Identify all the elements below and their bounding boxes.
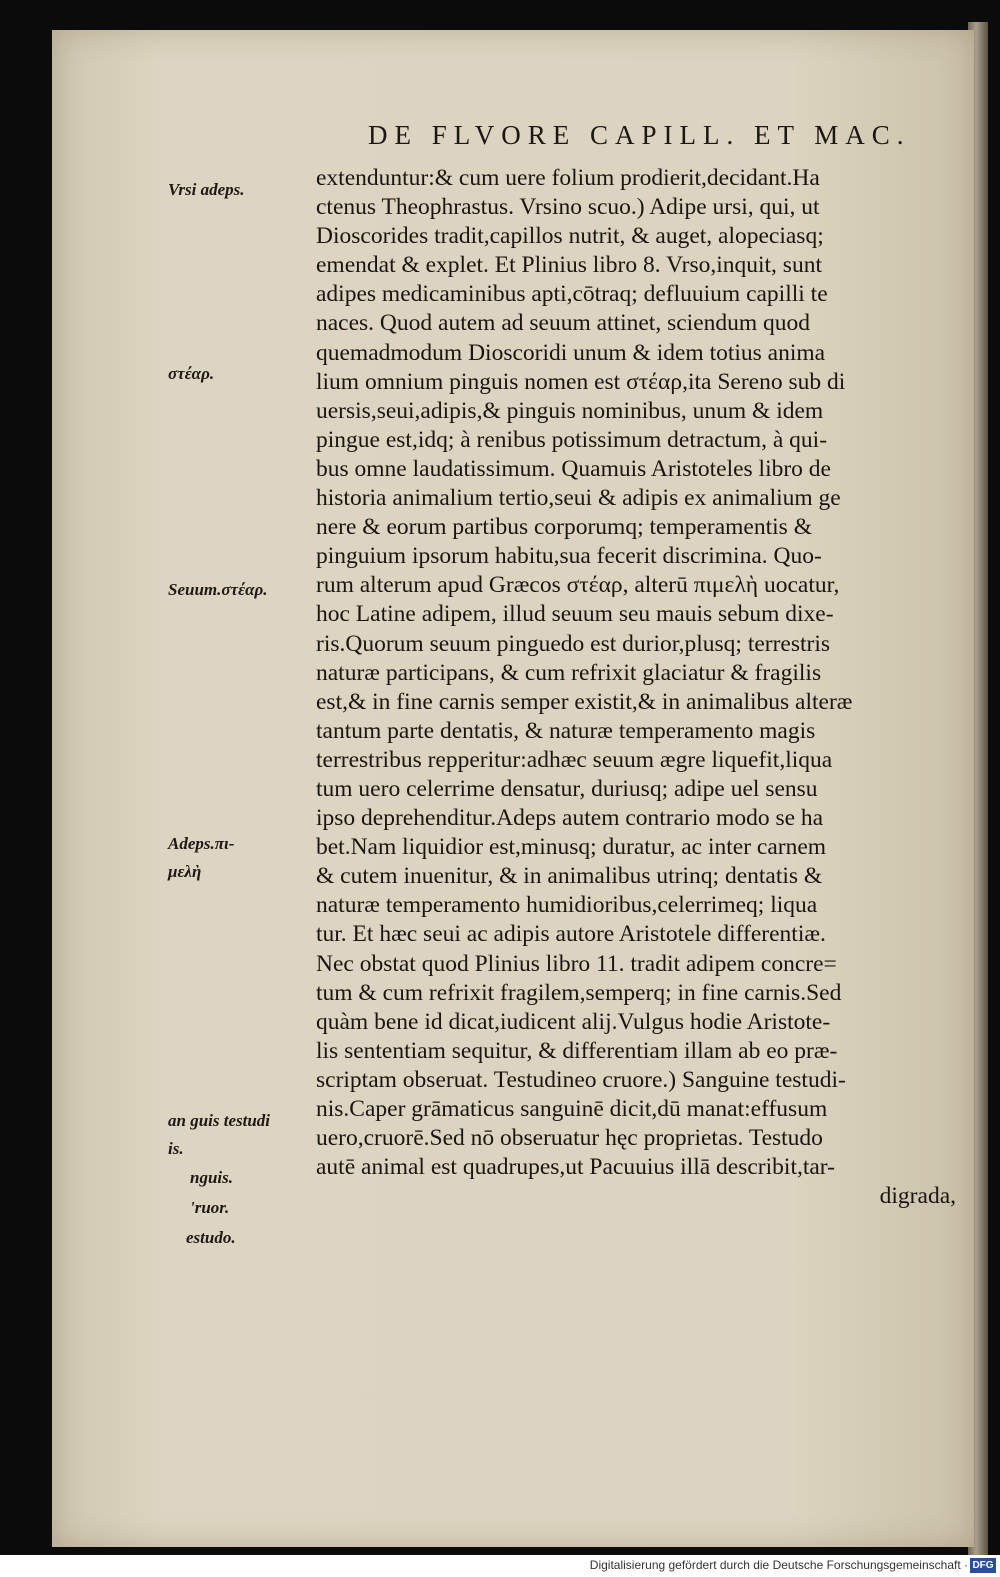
text-line: bus omne laudatissimum. Quamuis Aristoteles libro de <box>316 455 831 482</box>
text-line: uersis,seui,adipis,& pinguis nominibus, unum & idem <box>316 397 824 424</box>
margin-note: 'ruor. <box>190 1198 230 1217</box>
margin-note: μελὴ <box>168 862 202 881</box>
body-text <box>316 164 956 1211</box>
text-line: Dioscorides tradit,capillos nutrit, & auget, alopeciasq; <box>316 223 824 250</box>
margin-note: Vrsi adeps. <box>168 180 245 199</box>
text-line: emendat & explet. Et Plinius libro 8. Vrso,inquit, sunt <box>316 252 822 279</box>
text-line: & cutem inuenitur, & in animalibus utrinq; dentatis & <box>316 863 823 890</box>
text-line: quemadmodum Dioscoridi unum & idem totius anima <box>316 339 826 366</box>
text-line: ris.Quorum seuum pinguedo est durior,plusq; terrestris <box>316 630 831 657</box>
running-head: DE FLVORE CAPILL. ET MAC. <box>368 120 911 150</box>
text-line: nis.Caper grāmaticus sanguinē dicit,dū manat:effusum <box>316 1096 828 1122</box>
text-line: naturæ temperamento humidioribus,celerrimeq; liqua <box>316 892 818 919</box>
margin-note: is. <box>168 1139 184 1158</box>
text-line: tum & cum refrixit fragilem,semperq; in fine carnis.Sed <box>316 979 842 1006</box>
dfg-logo: DFG <box>970 1558 996 1573</box>
text-line: lis sententiam sequitur, & differentiam illam ab eo præ- <box>316 1037 838 1064</box>
text-line: historia animalium tertio,seui & adipis ex animalium ge <box>316 485 841 512</box>
text-line: scriptam obseruat. Testudineo cruore.) Sanguine testudi- <box>316 1066 846 1093</box>
margin-note: estudo. <box>186 1228 236 1247</box>
funding-credit: Digitalisierung gefördert durch die Deutsche Forschungsgemeinschaft · <box>589 1558 968 1572</box>
text-line: rum alterum apud Græcos στέαρ, alterū πιμελὴ uocatur, <box>316 572 840 599</box>
text-line: tantum parte dentatis, & naturæ temperamento magis <box>316 717 816 744</box>
text-line: tur. Et hæc seui ac adipis autore Aristotele differentiæ. <box>316 921 826 948</box>
text-line: pingue est,idq; à renibus potissimum detractum, à qui- <box>316 426 828 453</box>
text-line: hoc Latine adipem, illud seuum seu mauis sebum dixe- <box>316 601 834 628</box>
text-line: bet.Nam liquidior est,minusq; duratur, ac inter carnem <box>316 834 827 861</box>
text-line: terrestribus repperitur:adhæc seuum ægre liquefit,liqua <box>316 746 833 773</box>
text-line: naces. Quod autem ad seuum attinet, sciendum quod <box>316 310 811 337</box>
text-line: pinguium ipsorum habitu,sua fecerit discrimina. Quo- <box>316 543 822 570</box>
margin-note: Adeps.πι- <box>168 834 235 853</box>
margin-note: an guis testudi <box>168 1111 271 1130</box>
text-line: Nec obstat quod Plinius libro 11. tradit adipem concre= <box>316 950 837 977</box>
text-line: uero,cruorē.Sed nō obseruatur hęc proprietas. Testudo <box>316 1125 823 1152</box>
text-line: extenduntur:& cum uere folium prodierit,decidant.Ha <box>316 165 820 191</box>
margin-note: στέαρ. <box>168 364 215 383</box>
text-line: tum uero celerrime densatur, duriusq; adipe uel sensu <box>316 775 818 802</box>
text-line: nere & eorum partibus corporumq; temperamentis & <box>316 514 812 541</box>
text-line: naturæ participans, & cum refrixit glaciatur & fragilis <box>316 659 822 686</box>
margin-note: nguis. <box>190 1168 233 1187</box>
text-line: adipes medicaminibus apti,cōtraq; defluuium capilli te <box>316 281 828 308</box>
text-line: autē animal est quadrupes,ut Pacuuius illā describit,tar- <box>316 1154 835 1181</box>
margin-note: Seuum.στέαρ. <box>168 580 268 599</box>
catchword: digrada, <box>879 1183 956 1210</box>
text-line: est,& in fine carnis semper existit,& in animalibus alteræ <box>316 688 853 715</box>
text-line: lium omnium pinguis nomen est στέαρ,ita Sereno sub di <box>316 368 846 395</box>
text-line: ctenus Theophrastus. Vrsino scuo.) Adipe ursi, qui, ut <box>316 194 820 221</box>
text-line: ipso deprehenditur.Adeps autem contrario modo se ha <box>316 805 824 832</box>
text-line: quàm bene id dicat,iudicent alij.Vulgus hodie Aristote- <box>316 1008 831 1035</box>
digitization-footer <box>0 1555 1000 1577</box>
